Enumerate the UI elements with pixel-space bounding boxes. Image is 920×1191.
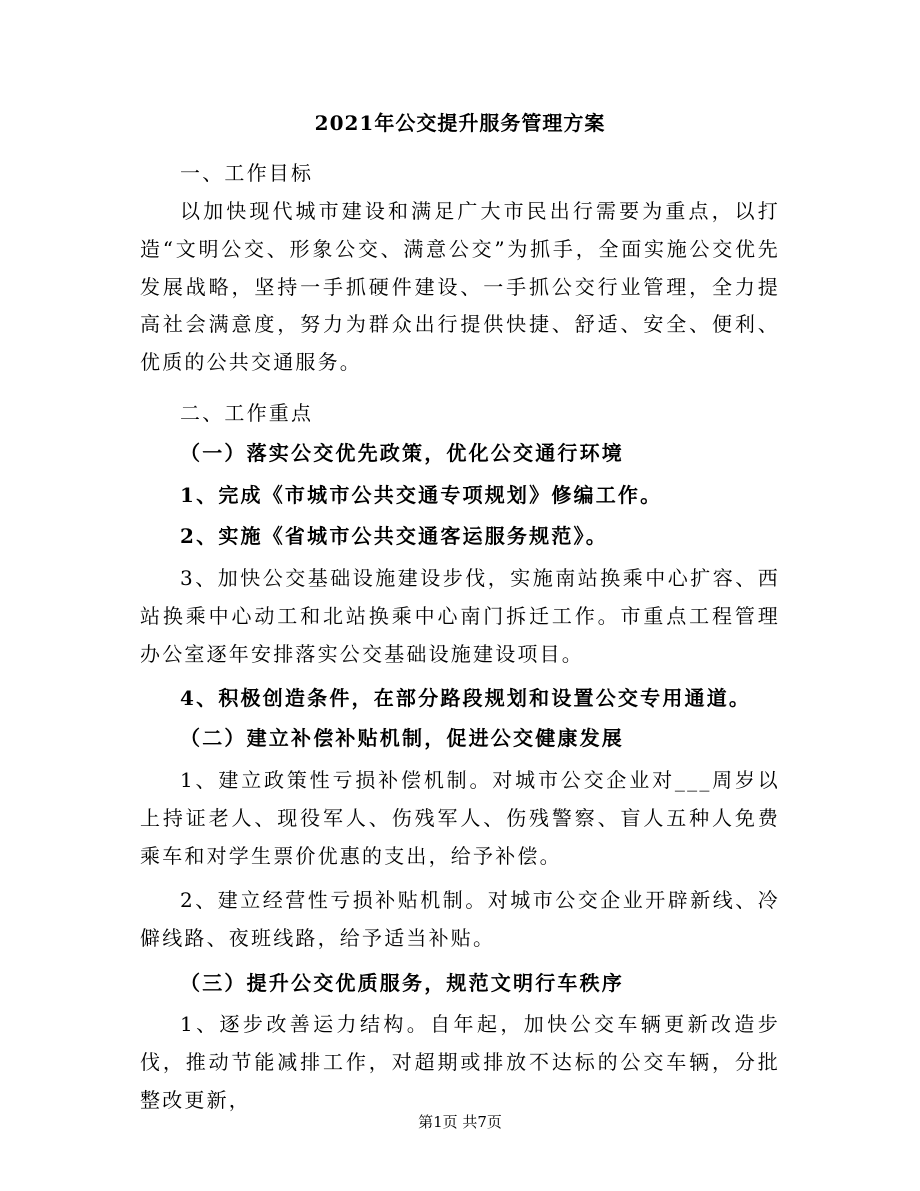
list-item-2-2: 2、建立经营性亏损补贴机制。对城市公交企业开辟新线、冷僻线路、夜班线路，给予适当补贴。 (140, 888, 780, 950)
list-item-1-1: 1、完成《市城市公共交通专项规划》修编工作。 (180, 483, 663, 507)
list-item-1-2: 2、实施《省城市公共交通客运服务规范》。 (180, 524, 608, 548)
section-heading-goals: 一、工作目标 (180, 161, 314, 185)
subsection-heading-3: （三）提升公交优质服务，规范文明行车秩序 (180, 971, 624, 995)
list-item-2-1: 1、建立政策性亏损补偿机制。对城市公交企业对___周岁以上持证老人、现役军人、伤残军人、伤残警察、盲人五种人免费乘车和对学生票价优惠的支出，给予补偿。 (140, 768, 780, 868)
paragraph-goals-body: 以加快现代城市建设和满足广大市民出行需要为重点，以打造“文明公交、形象公交、满意公交”为抓手，全面实施公交优先发展战略，坚持一手抓硬件建设、一手抓公交行业管理，全力提高社会满意度，努力为群众出行提供快捷、舒适、安全、便利、优质的公共交通服务。 (140, 199, 780, 375)
page-footer: 第1页 共7页 (418, 1113, 502, 1131)
list-item-1-4: 4、积极创造条件，在部分路段规划和设置公交专用通道。 (180, 686, 752, 710)
list-item-1-3: 3、加快公交基础设施建设步伐，实施南站换乘中心扩容、西站换乘中心动工和北站换乘中心南门拆迁工作。市重点工程管理办公室逐年安排落实公交基础设施建设项目。 (140, 566, 780, 666)
section-heading-focus: 二、工作重点 (180, 401, 314, 425)
document-title: 2021年公交提升服务管理方案 (314, 111, 606, 135)
subsection-heading-2: （二）建立补偿补贴机制，促进公交健康发展 (180, 726, 624, 750)
list-item-3-1: 1、逐步改善运力结构。自年起，加快公交车辆更新改造步伐，推动节能减排工作，对超期或排放不达标的公交车辆，分批整改更新， (140, 1012, 780, 1112)
subsection-heading-1: （一）落实公交优先政策，优化公交通行环境 (180, 441, 624, 465)
